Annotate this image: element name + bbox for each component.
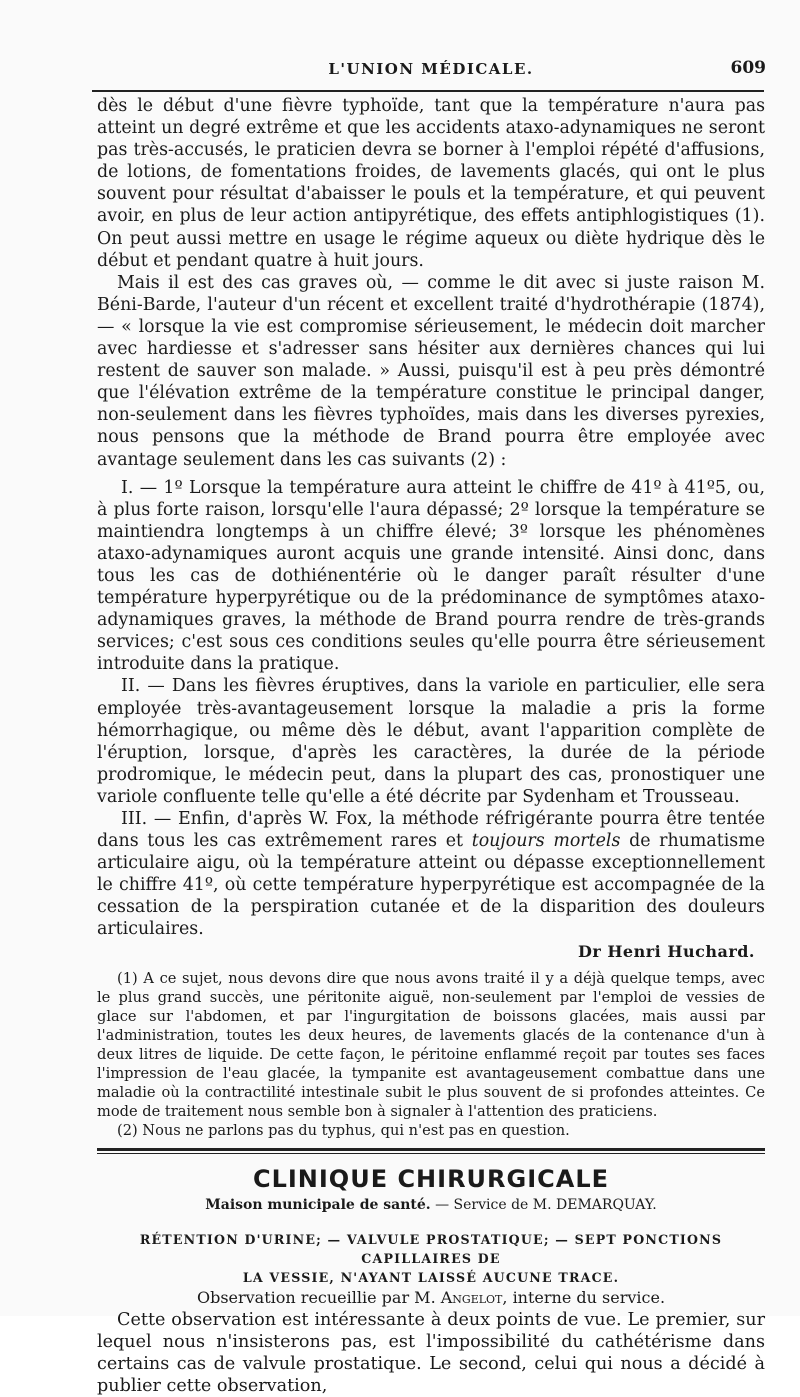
observation-credit — [97, 1287, 765, 1309]
case-title-line-1: RÉTENTION D'URINE; — VALVULE PROSTATIQUE; — SEPT PONCTIONS CAPILLAIRES DE — [139, 1231, 723, 1266]
article-body — [97, 95, 765, 1397]
hospital-name: Maison municipale de santé. — [205, 1196, 431, 1213]
running-title: L'UNION MÉDICALE. — [328, 60, 534, 78]
section-divider-thick — [97, 1148, 765, 1151]
observation-intro: Cette observation est intéressante à deux points de vue. Le premier, sur lequel nous n'insisterons pas, est l'impossibilité du cathétérisme dans certains cas de valvule prostatique. Le second, celui qui nous a décidé à publier cette observation, — [97, 1309, 765, 1396]
footnotes — [97, 969, 765, 1140]
case-title-line-2: LA VESSIE, N'AYANT LAISSÉ AUCUNE TRACE. — [242, 1269, 620, 1285]
section-subtitle — [97, 1194, 765, 1216]
indication-three — [97, 808, 765, 941]
header-rule — [92, 90, 764, 92]
indication-two: II. — Dans les fièvres éruptives, dans la variole en particulier, elle sera employée très-avantageusement lorsque la maladie a pris la forme hémorrhagique, ou même dès le début, avant l'apparition complète de l'éruption, lorsque, d'après les caractères, la durée de la période prodromique, le médecin peut, dans la plupart des cas, pronostiquer une variole confluente telle qu'elle a été décrite par Sydenham et Trousseau. — [97, 676, 765, 807]
observation-text-b: , interne du service. — [502, 1287, 666, 1307]
indication-three-emphasis: toujours mortels — [471, 831, 621, 852]
page-number: 609 — [730, 58, 766, 78]
service-name: — Service de M. DEMARQUAY. — [430, 1196, 657, 1213]
observation-text-a: Observation recueillie par M. — [196, 1287, 441, 1307]
footnote-1: (1) A ce sujet, nous devons dire que nous avons traité il y a déjà quelque temps, avec le plus grand succès, une péritonite aiguë, non-seulement par l'emploi de vessies de glace sur l'abdomen, et par l'ingurgitation de boissons glacées, mais aussi par l'administration, toutes les deux heures, de lavements glacés de la contenance d'un à deux litres de liquide. De cette façon, le péritoine enflammé reçoit par toutes ses faces l'impression de l'eau glacée, la tympanite est avantageusement combattue dans une maladie où la contractilité intestinale subit le plus souvent de si profondes atteintes. Ce mode de traitement nous semble bon à signaler à l'attention des praticiens. — [97, 969, 765, 1120]
footnote-2: (2) Nous ne parlons pas du typhus, qui n'est pas en question. — [117, 1121, 570, 1139]
running-head — [90, 54, 772, 84]
author-signature: Dr Henri Huchard. — [577, 941, 755, 961]
section-divider-thin — [97, 1153, 765, 1154]
paragraph-continued: dès le début d'une fièvre typhoïde, tant que la température n'aura pas atteint un degré extrême et que les accidents ataxo-adynamiques ne seront pas très-accusés, le praticien devra se borner à l'emploi répété d'affusions, de lotions, de fomentations froides, de lavements glacés, qui ont le plus souvent pour résultat d'abaisser le pouls et la température, et qui peuvent avoir, en plus de leur action antipyrétique, des effets antiphlogistiques (1). On peut aussi mettre en usage le régime aqueux ou diète hydrique dès le début et pendant quatre à huit jours. — [97, 96, 765, 271]
observer-name: Angelot — [440, 1287, 503, 1307]
indication-one: I. — 1º Lorsque la température aura atteint le chiffre de 41º à 41º5, ou, à plus forte raison, lorsqu'elle l'aura dépassé; 2º lorsque la température se maintiendra longtemps à un chiffre élevé; 3º lorsque les phénomènes ataxo-adynamiques auront acquis une grande intensité. Ainsi donc, dans tous les cas de dothiénentérie où le danger paraît résulter d'une température hyperpyrétique ou de la prédominance de symptômes ataxo-adynamiques graves, la méthode de Brand pourra rendre de très-grands services; c'est sous ces conditions seules qu'elle pourra être sérieusement introduite dans la pratique. — [97, 477, 765, 675]
indication-three-text-a: III. — Enfin, d'après W. Fox, la méthode réfrigérante pourra être tentée dans tous les cas extrêmement rares et — [97, 809, 765, 852]
section-title: CLINIQUE CHIRURGICALE — [252, 1164, 610, 1193]
paragraph-grave-cases: Mais il est des cas graves où, — comme le dit avec si juste raison M. Béni-Barde, l'auteur d'un récent et excellent traité d'hydrothérapie (1874), — « lorsque la vie est compromise sérieusement, le médecin doit marcher avec hardiesse et s'adresser sans hésiter aux dernières chances qui lui restent de sauver son malade. » Aussi, puisqu'il est à peu près démontré que l'élévation extrême de la température constitue le principal danger, non-seulement dans les fièvres typhoïdes, mais dans les diverses pyrexies, nous pensons que la méthode de Brand pourra être employée avec avantage seulement dans les cas suivants (2) : — [97, 272, 765, 470]
indication-three-text-b: de rhumatisme articulaire aigu, où la température atteint ou dépasse exceptionnellement le chiffre 41º, où cette température hyperpyrétique est accompagnée de la cessation de la perspiration cutanée et de la disparition des douleurs articulaires. — [97, 831, 766, 940]
